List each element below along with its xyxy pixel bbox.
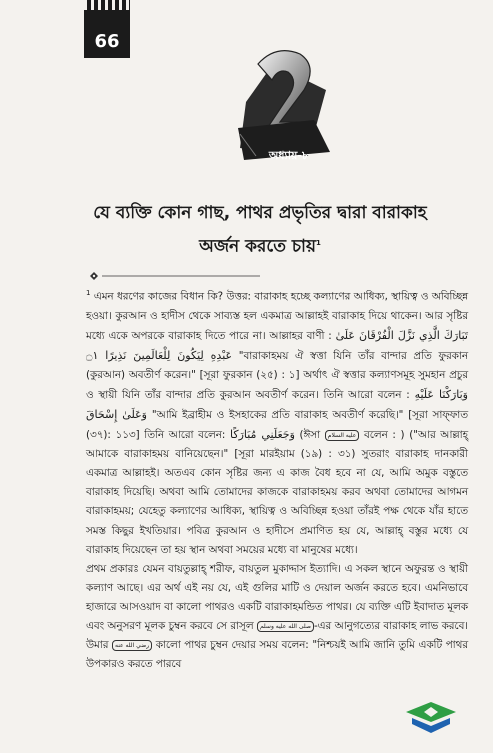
chapter-label: অধ্যায়-৮ (268, 149, 310, 162)
arabic-verse-maryam: وَجَعَلَنِي مُبَارَكًا (229, 428, 295, 442)
footnote-marker: 1 (86, 289, 91, 297)
chapter-title (60, 198, 460, 262)
arabic-verse-furqan: تَبَارَكَ الَّذِي نَزَّلَ الْفُرْقَانَ عَلَىٰ عَبْدِهِ لِيَكُونَ لِلْعَالَمِينَ نَذِيرًا ۝١ (86, 328, 468, 362)
title-line-1: যে ব্যক্তি কোন গাছ, পাথর প্রভৃতির দ্বারা বারাকাহ (93, 203, 427, 223)
para1-part-e: বলেন : ) ("আর আল্লাহ্‌ আমাকে বারাকাহময় বানিয়েছেন।" [সূরা মারইয়াম (১৯) : ৩১) সুতরাং বারাকাহ দানকারী একমাত্র আল্লাহই। অতএব কোন সৃষ্টির জন্য এ কাজ বৈধ হবে না যে, আমি অমুক বস্তুতে বারাকাহ দিয়েছি। অথবা আমি তোমাদের কাজকে বারাকাহময় করব অথবা তোমাদের আগমন বারাকাহময়; যেহেতু কল্যাণের আধিক্য, স্থায়িত্ব ও অবিচ্ছিন্ন হওয়া তাঁরই পক্ষ থেকে যাঁর হাতে সমস্ত কিছুর ইখতিয়ার। পবিত্র কুরআন ও হাদীসে প্রমাণিত হয় যে, আল্লাহ্‌ বস্তুর মধ্যে যে বারাকাহ দিয়েছেন তা হয় স্থান অথবা সময়ের মধ্যে বা মানুষের মধ্যে। (86, 429, 469, 556)
para2-part-b: -এর আনুগত্যের বারাকাহ লাভ করবে। উমার (86, 620, 468, 652)
footnote-body (86, 284, 468, 674)
honorific-badge-umar: رضي الله عنه (112, 640, 152, 651)
title-footnote-marker: 1 (316, 239, 321, 247)
title-line-2-text: অর্জন করতে চায় (199, 236, 316, 257)
para1-part-c: "আমি ইব্রাহীম ও ইসহাকের প্রতি বারাকাহ অবতীর্ণ করেছি।" [সূরা সাফ্ফাত (৩৭): ১১৩] তিনি আরো বলেন: (86, 408, 468, 442)
page-number-tab (84, 0, 130, 58)
footnote-paragraph-1 (86, 284, 468, 560)
title-line-2 (60, 228, 460, 262)
page-number: 66 (94, 31, 120, 52)
publisher-logo (404, 700, 458, 736)
footnote-paragraph-2 (86, 560, 468, 675)
arabic-verse-saffat: وَبَارَكْنَا عَلَيْهِ وَعَلَىٰ إِسْحَاقَ (86, 387, 468, 421)
footnote-divider (88, 270, 418, 282)
honorific-badge: عليه السلام (325, 430, 360, 441)
para1-part-d: (ঈসা (294, 429, 325, 442)
para1-part-b: "বারাকাহময় ঐ স্বত্তা যিনি তাঁর বান্দার প্রতি ফুরকান (কুরআন) অবতীর্ণ করেন।" [সূরা ফুরকান (২৫) : ১] অর্থাৎ ঐ স্বত্তার কল্যাণসমূহ সুমহান প্রচুর ও স্থায়ী যিনি তাঁর বান্দার প্রতি কুরআন অবতীর্ণ করেন। তিনি আরো বলেন : (86, 349, 468, 401)
para2-part-a: প্রথম প্রকারঃ যেমন বায়তুল্লাহ্‌ শরীফ, বায়তুল মুকাদ্দাস ইত্যাদি। এ সকল স্থানে অফুরন্ত ও স্থায়ী কল্যাণ আছে। এর অর্থ এই নয় যে, এই গুলির মাটি ও দেয়াল অর্জন করতে হবে। এমনিভাবে হাজারে আসওয়াদ বা কালো পাথরও একটি বারাকাহমন্ডিত পাথর। যে ব্যক্তি এটি ইবাদাত মূলক এবং অনুসরণ মূলক চুম্বন করবে সে রাসূল (86, 562, 468, 633)
para2-part-c: কালো পাথর চুম্বন দেয়ার সময় বলেন: "নিশ্চয়ই আমি জানি তুমি একটি পাথর উপকারও করতে পারবে (86, 639, 468, 671)
para1-part-a: এমন ধরণের কাজের বিধান কি? উত্তর: বারাকাহ হচ্ছে কল্যাণের আধিক্য, স্থায়িত্ব ও অবিচ্ছিন্ন হওয়া। কুরআন ও হাদীস থেকে সাব্যস্ত হল একমাত্র আল্লাহই বারাকাহ দিয়ে থাকেন। আর সৃষ্টির মধ্যে একে অপরকে বারাকাহ দিতে পারে না। আল্লাহর বাণী : (86, 290, 468, 342)
honorific-badge-prophet: صلى الله عليه وسلم (257, 621, 314, 632)
